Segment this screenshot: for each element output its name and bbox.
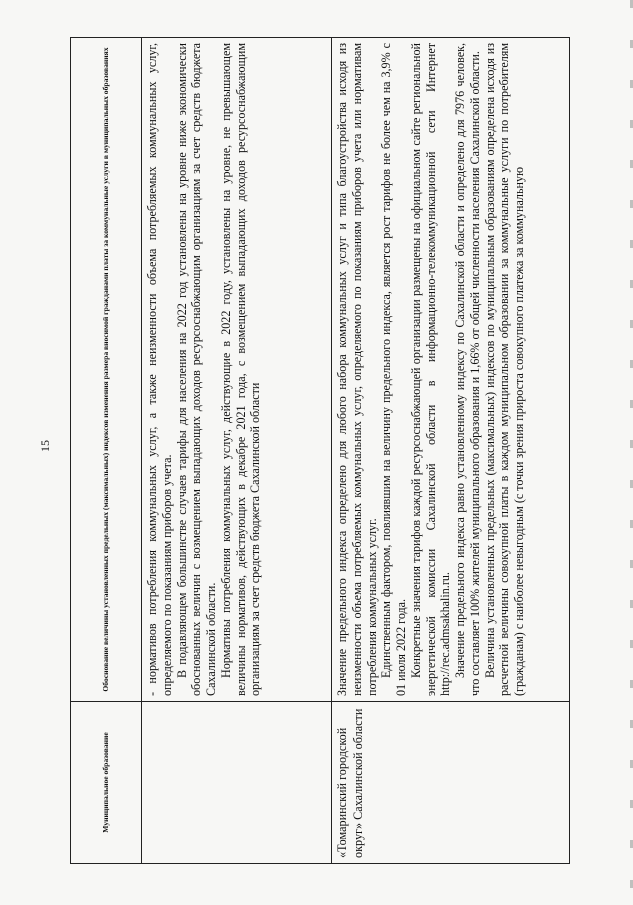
paragraph: Нормативы потребления коммунальных услуг, действующие в 2022 году, установлены на уровне, не превышающем величины нормативов, действующих в декабре 2021 года, с возмещением выпадающих доходов ресурсоснабжающим организациям за счет средств бюджета Сахалинской области [218,43,263,696]
table-row-tomari [332,38,570,864]
paragraph: В подавляющем большинстве случаев тарифы для населения на 2022 год установлены на уровне ниже экономически обоснованных величин с возмещением выпадающих доходов ресурсоснабжающим организациям за счет средств бюджета Сахалинской области. [174,43,218,696]
paragraph: - нормативов потребления коммунальных услуг, а также неизменности объема потребляемых коммунальных услуг, определяемого по показаниям приборов учета. [145,43,175,696]
paragraph: Величина установленных предельных (максимальных) индексов по муниципальным образованиям определена исходя из расчетной величины совокупной платы в каждом муниципальном образовании за коммунальные услуги по потребителям (гражданам) с наиболее невыгодным (с точки зрения прироста совокупного платежа за коммунальную [482,43,526,696]
rotated-page-content [70,37,570,864]
table-row-continued [142,38,332,864]
cell-municipality-prev [142,702,332,864]
cell-municipality-tomari: «Томаринский городской округ» Сахалинской области [332,702,570,864]
paragraph: Конкретные значения тарифов каждой ресурсоснабжающей организации размещены на официальном сайте региональной энергетической комиссии Сахалинской области в информационно-телекоммуникационной сети Интернет http://rec.admsakhalin.ru. [408,43,453,696]
header-municipality: Муниципальное образование [71,702,142,864]
paragraph: Значение предельного индекса определено для любого набора коммунальных услуг и типа благоустройства исходя из неизменности объема потребляемых коммунальных услуг, определяемого по показаниям приборов учета или нормативам потребления коммунальных услуг. [335,43,379,696]
paragraph: Единственным фактором, повлиявшим на величину предельного индекса, является рост тарифов не более чем на 3,9% с 01 июля 2022 года. [379,43,408,696]
cell-justification-tomari [332,38,570,702]
paragraph: Значение предельного индекса равно установленному индексу по Сахалинской области и определено для 7976 человек, что составляет 100% жителей муниципального образования и 1,66% от общей численности населения Сахалинской области. [453,43,482,696]
table-header-row [71,38,142,864]
indices-table [70,37,570,864]
cell-justification-prev [142,38,332,702]
header-justification: Обоснование величины установленных предельных (максимальных) индексов изменения размера вносимой гражданами платы за коммунальные услуги в муниципальных образованиях [71,38,142,702]
page-number: 15 [38,440,52,452]
